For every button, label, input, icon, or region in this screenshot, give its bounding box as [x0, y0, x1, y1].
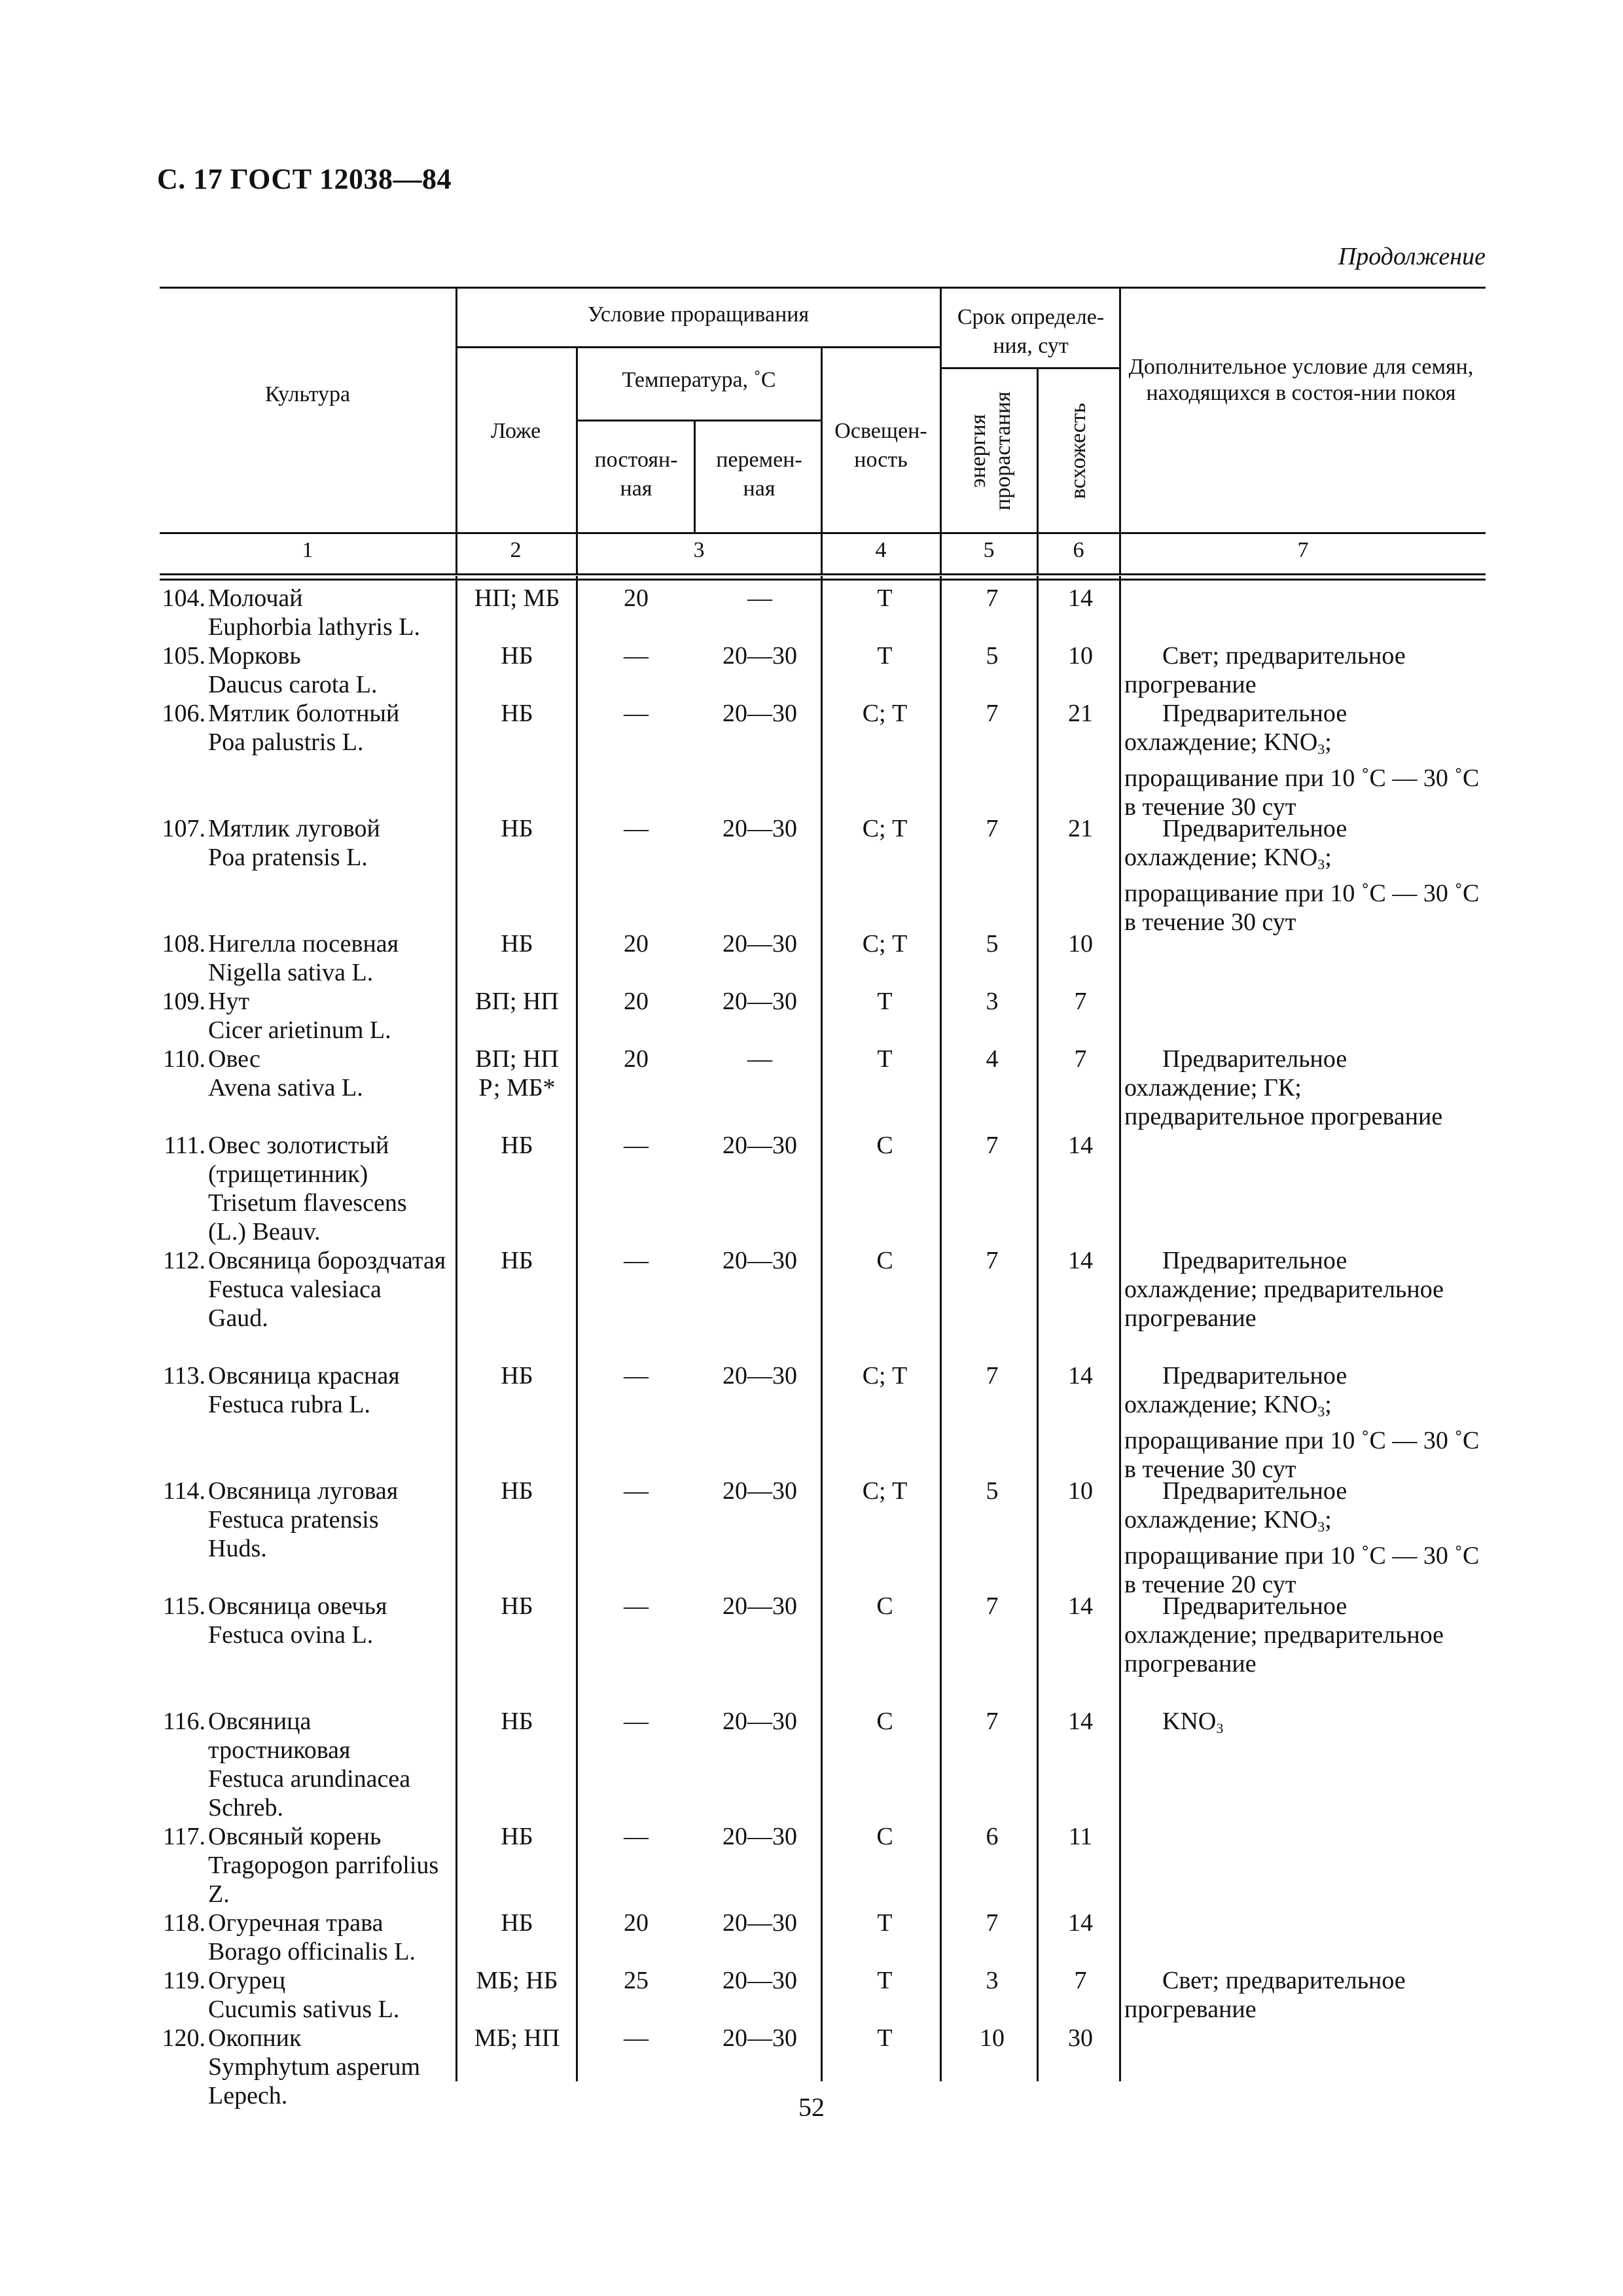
cell-tv: 20—30: [722, 1247, 797, 1274]
cell-energy: 3: [986, 1967, 999, 1994]
cell-name: Молочай Euphorbia lathyris L.: [208, 584, 420, 641]
cell-name: Овес золотистый (трищетинник) Trisetum flavescens (L.) Beauv.: [208, 1132, 407, 1246]
cell-tc: —: [624, 1362, 649, 1390]
cell-name: Нут Cicer arietinum L.: [208, 988, 391, 1044]
cell-light: С; Т: [862, 1477, 908, 1505]
cell-tc: 20: [624, 988, 649, 1015]
cell-tc: 20: [624, 1045, 649, 1073]
cell-germ: 7: [1074, 1967, 1087, 1994]
cell-germ: 14: [1068, 584, 1093, 612]
cell-num: 114.: [162, 1477, 205, 1505]
cell-bed: НБ: [501, 1477, 533, 1505]
cell-name: Окопник Symphytum asperum Lepech.: [208, 2024, 421, 2109]
col-num-6: 6: [1073, 538, 1084, 562]
cell-tc: —: [624, 1823, 649, 1850]
cell-tc: 20: [624, 584, 649, 612]
cell-energy: 5: [986, 1477, 999, 1505]
cell-germ: 14: [1068, 1132, 1093, 1159]
cell-bed: НБ: [501, 1909, 533, 1937]
column-number-row: [160, 530, 1486, 575]
cell-num: 113.: [162, 1362, 205, 1390]
page-number: 52: [798, 2092, 825, 2122]
cell-num: 107.: [162, 815, 205, 842]
col-num-3: 3: [693, 538, 705, 562]
header-culture: Культура: [264, 382, 351, 406]
cell-light: С; Т: [862, 930, 908, 958]
cell-tv: 20—30: [722, 1477, 797, 1505]
column-divider: [1119, 576, 1121, 2081]
cell-num: 119.: [162, 1967, 205, 1994]
cell-add: Предварительное охлаждение; предварительное прогревание: [1124, 1592, 1444, 1677]
cell-tc: —: [624, 1247, 649, 1274]
cell-name: Овес Avena sativa L.: [208, 1045, 363, 1102]
page-title: С. 17 ГОСТ 12038—84: [157, 163, 452, 195]
cell-tv: 20—30: [722, 1708, 797, 1735]
col-num-5: 5: [983, 538, 995, 562]
cell-light: Т: [877, 2024, 893, 2052]
cell-bed: НБ: [501, 1247, 533, 1274]
table-header: [160, 287, 1486, 534]
cell-light: С: [876, 1592, 893, 1620]
cell-tc: —: [624, 1477, 649, 1505]
header-constant: постоян- ная: [594, 448, 678, 501]
cell-light: Т: [877, 584, 893, 612]
cell-add: $KNO_3$: [1162, 1708, 1224, 1736]
header-germination-conditions: Условие проращивания: [587, 302, 810, 327]
cell-light: С; Т: [862, 1362, 908, 1390]
col-num-4: 4: [875, 538, 887, 562]
cell-name: Овсяница тростниковая Festuca arundinacea Schreb.: [208, 1708, 411, 1821]
cell-light: Т: [877, 988, 893, 1015]
cell-bed: НБ: [501, 700, 533, 727]
cell-bed: НБ: [501, 815, 533, 842]
cell-tc: —: [624, 642, 649, 670]
header-energy-cell: [945, 374, 1037, 528]
cell-tv: 20—30: [722, 1592, 797, 1620]
cell-num: 120.: [162, 2024, 205, 2052]
cell-germ: 10: [1068, 930, 1093, 958]
cell-num: 115.: [162, 1592, 205, 1620]
cell-germ: 10: [1068, 642, 1093, 670]
cell-tv: 20—30: [722, 815, 797, 842]
cell-tc: —: [624, 1132, 649, 1159]
cell-light: Т: [877, 1967, 893, 1994]
cell-bed: НБ: [501, 930, 533, 958]
header-germination: всхожесть: [1066, 403, 1090, 499]
cell-energy: 7: [986, 1909, 999, 1937]
cell-bed: НБ: [501, 1362, 533, 1390]
col-num-7: 7: [1297, 538, 1309, 562]
cell-num: 106.: [162, 700, 205, 727]
cell-energy: 10: [980, 2024, 1005, 2052]
cell-add: Свет; предварительное прогревание: [1124, 642, 1406, 698]
cell-num: 118.: [162, 1909, 205, 1937]
cell-energy: 7: [986, 1132, 999, 1159]
col-num-2: 2: [510, 538, 522, 562]
cell-tc: —: [624, 815, 649, 842]
cell-tv: 20—30: [722, 1909, 797, 1937]
cell-energy: 7: [986, 1708, 999, 1735]
cell-tc: 20: [624, 1909, 649, 1937]
header-temperature: Температура, ˚С: [622, 368, 776, 392]
cell-germ: 21: [1068, 815, 1093, 842]
cell-energy: 5: [986, 642, 999, 670]
cell-num: 117.: [162, 1823, 205, 1850]
cell-add: Предварительное охлаждение; $KNO_3$; проращивание при 10 ˚С — 30 ˚С в течение 30 сут: [1124, 1362, 1480, 1483]
cell-bed: МБ; НП: [474, 2024, 560, 2052]
cell-name: Огурец Cucumis sativus L.: [208, 1967, 400, 2023]
cell-num: 112.: [162, 1247, 205, 1274]
cell-germ: 14: [1068, 1708, 1093, 1735]
cell-name: Морковь Daucus carota L.: [208, 642, 378, 698]
cell-energy: 7: [986, 1362, 999, 1390]
cell-num: 110.: [162, 1045, 205, 1073]
cell-name: Овсяница луговая Festuca pratensis Huds.: [208, 1477, 399, 1562]
cell-tv: 20—30: [722, 988, 797, 1015]
cell-tv: 20—30: [722, 2024, 797, 2052]
cell-light: Т: [877, 1909, 893, 1937]
column-divider: [940, 576, 942, 2081]
cell-germ: 30: [1068, 2024, 1093, 2052]
header-lighting: Освещен- ность: [834, 419, 927, 472]
cell-germ: 21: [1068, 700, 1093, 727]
cell-energy: 5: [986, 930, 999, 958]
cell-germ: 11: [1068, 1823, 1093, 1850]
cell-tv: 20—30: [722, 1362, 797, 1390]
cell-tc: 25: [624, 1967, 649, 1994]
cell-energy: 6: [986, 1823, 999, 1850]
cell-bed: НП; МБ: [474, 584, 560, 612]
cell-energy: 7: [986, 584, 999, 612]
cell-tv: 20—30: [722, 930, 797, 958]
cell-num: 105.: [162, 642, 205, 670]
cell-tc: —: [624, 1708, 649, 1735]
cell-name: Овсяница овечья Festuca ovina L.: [208, 1592, 387, 1649]
cell-add: Свет; предварительное прогревание: [1124, 1967, 1406, 2023]
cell-germ: 7: [1074, 1045, 1087, 1073]
cell-add: Предварительное охлаждение; ГК; предварительное прогревание: [1124, 1045, 1443, 1130]
cell-num: 111.: [164, 1132, 205, 1159]
column-divider: [1037, 576, 1039, 2081]
cell-tv: 20—30: [722, 1967, 797, 1994]
cell-bed: НБ: [501, 642, 533, 670]
cell-tc: —: [624, 2024, 649, 2052]
cell-num: 109.: [162, 988, 205, 1015]
cell-tc: —: [624, 700, 649, 727]
cell-energy: 4: [986, 1045, 999, 1073]
cell-germ: 14: [1068, 1362, 1093, 1390]
cell-germ: 10: [1068, 1477, 1093, 1505]
double-rule: [160, 579, 1486, 581]
cell-light: С; Т: [862, 700, 908, 727]
cell-germ: 14: [1068, 1247, 1093, 1274]
cell-light: С: [876, 1823, 893, 1850]
cell-num: 104.: [162, 584, 205, 612]
cell-bed: НБ: [501, 1592, 533, 1620]
cell-tv: —: [747, 1045, 772, 1073]
header-bed: Ложе: [490, 419, 541, 443]
cell-bed: НБ: [501, 1823, 533, 1850]
cell-bed: ВП; НП Р; МБ*: [475, 1045, 559, 1102]
cell-light: Т: [877, 1045, 893, 1073]
header-energy: энергия прорастания: [966, 391, 1015, 511]
cell-add: Предварительное охлаждение; предварительное прогревание: [1124, 1247, 1444, 1332]
cell-energy: 7: [986, 1592, 999, 1620]
cell-light: С: [876, 1708, 893, 1735]
cell-num: 116.: [162, 1708, 205, 1735]
cell-num: 108.: [162, 930, 205, 958]
cell-energy: 7: [986, 1247, 999, 1274]
cell-bed: НБ: [501, 1132, 533, 1159]
header-additional: Дополнительное условие для семян, находящихся в состоя-нии покоя: [1128, 355, 1474, 405]
cell-add: Предварительное охлаждение; $KNO_3$; проращивание при 10 ˚С — 30 ˚С в течение 30 сут: [1124, 700, 1480, 821]
cell-germ: 14: [1068, 1909, 1093, 1937]
cell-energy: 3: [986, 988, 999, 1015]
cell-light: С: [876, 1247, 893, 1274]
cell-add: Предварительное охлаждение; $KNO_3$; проращивание при 10 ˚С — 30 ˚С в течение 20 сут: [1124, 1477, 1480, 1598]
cell-name: Мятлик луговой Poa pratensis L.: [208, 815, 380, 871]
cell-tv: 20—30: [722, 642, 797, 670]
column-divider: [821, 576, 823, 2081]
cell-germ: 14: [1068, 1592, 1093, 1620]
continuation-label: Продолжение: [1338, 243, 1486, 270]
cell-light: Т: [877, 642, 893, 670]
cell-name: Овсяница бороздчатая Festuca valesiaca Gaud.: [208, 1247, 446, 1332]
cell-energy: 7: [986, 700, 999, 727]
column-divider: [576, 576, 578, 2081]
cell-tc: —: [624, 1592, 649, 1620]
cell-tv: 20—30: [722, 1823, 797, 1850]
cell-tv: —: [747, 584, 772, 612]
cell-germ: 7: [1074, 988, 1087, 1015]
cell-bed: МБ; НБ: [476, 1967, 558, 1994]
cell-bed: ВП; НП: [475, 988, 559, 1015]
cell-light: С; Т: [862, 815, 908, 842]
header-variable: перемен- ная: [716, 448, 802, 501]
cell-tv: 20—30: [722, 700, 797, 727]
cell-tv: 20—30: [722, 1132, 797, 1159]
cell-name: Овсяница красная Festuca rubra L.: [208, 1362, 400, 1418]
cell-light: С: [876, 1132, 893, 1159]
cell-name: Огуречная трава Borago officinalis L.: [208, 1909, 416, 1965]
cell-energy: 7: [986, 815, 999, 842]
cell-bed: НБ: [501, 1708, 533, 1735]
cell-name: Овсяный корень Tragopogon parrifolius Z.: [208, 1823, 439, 1908]
header-period: Срок определе- ния, сут: [957, 305, 1105, 358]
cell-name: Мятлик болотный Poa palustris L.: [208, 700, 400, 756]
cell-name: Нигелла посевная Nigella sativa L.: [208, 930, 399, 986]
cell-tc: 20: [624, 930, 649, 958]
header-germination-cell: [1038, 374, 1119, 528]
col-num-1: 1: [302, 538, 313, 562]
cell-add: Предварительное охлаждение; $KNO_3$; проращивание при 10 ˚С — 30 ˚С в течение 30 сут: [1124, 815, 1480, 936]
